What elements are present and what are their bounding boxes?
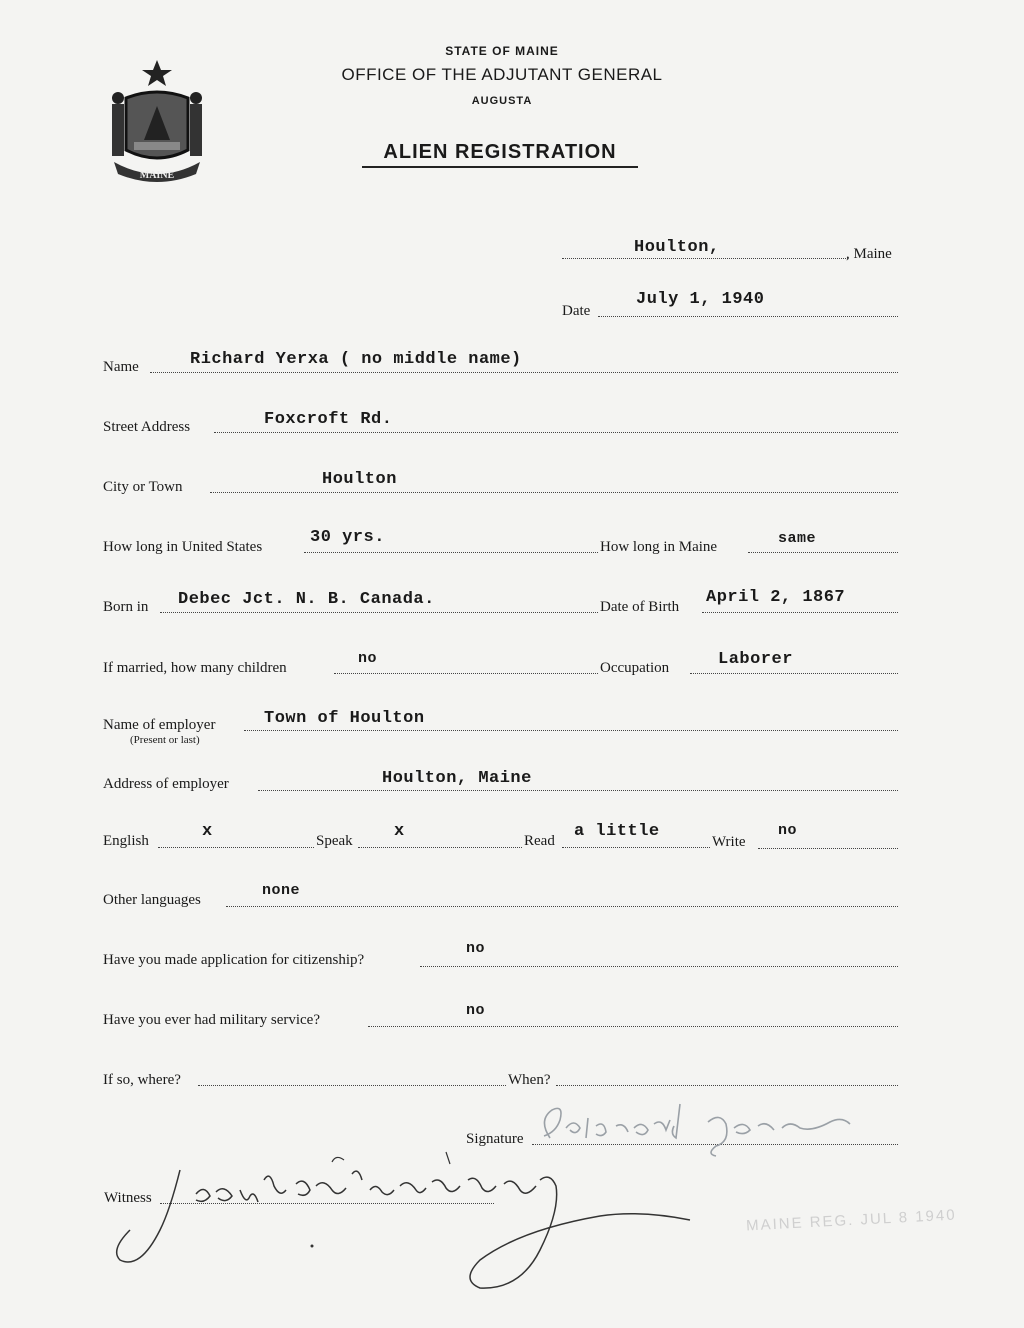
date-label: Date	[562, 303, 591, 319]
when-line	[556, 1085, 898, 1086]
maine-duration-value: same	[778, 530, 817, 547]
other-languages-line	[226, 906, 898, 907]
date-line	[598, 316, 898, 317]
us-duration-line	[304, 552, 598, 553]
english-line	[158, 847, 314, 848]
write-line	[758, 848, 898, 849]
received-stamp: MAINE REG. JUL 8 1940	[745, 1206, 957, 1235]
town-value: Houlton,	[634, 238, 720, 257]
state-heading: STATE OF MAINE	[445, 44, 559, 58]
speak-line	[358, 847, 522, 848]
date-value: July 1, 1940	[636, 290, 765, 309]
speak-label: Speak	[316, 833, 353, 849]
us-duration-value: 30 yrs.	[310, 528, 385, 547]
other-languages-label: Other languages	[103, 892, 201, 908]
where-label: If so, where?	[103, 1072, 181, 1088]
children-line	[334, 673, 598, 674]
signature-label: Signature	[466, 1131, 524, 1147]
street-value: Foxcroft Rd.	[264, 410, 393, 429]
other-languages-value: none	[262, 882, 301, 899]
children-value: no	[358, 650, 378, 667]
dob-value: April 2, 1867	[706, 588, 846, 607]
dob-label: Date of Birth	[600, 599, 680, 615]
citizenship-line	[420, 966, 898, 967]
when-label: When?	[508, 1072, 551, 1088]
employer-value: Town of Houlton	[264, 709, 425, 728]
name-line	[150, 372, 898, 373]
street-label: Street Address	[103, 419, 191, 435]
svg-text:MAINE: MAINE	[139, 170, 175, 181]
employer-line	[244, 730, 898, 731]
city-label: City or Town	[103, 479, 183, 495]
name-label: Name	[103, 359, 139, 375]
citizenship-label: Have you made application for citizenship?	[103, 952, 365, 968]
witness-label: Witness	[104, 1190, 152, 1206]
where-line	[198, 1085, 506, 1086]
employer-sublabel: (Present or last)	[130, 734, 200, 746]
write-label: Write	[712, 834, 746, 850]
read-label: Read	[524, 833, 555, 849]
employer-address-value: Houlton, Maine	[382, 769, 532, 788]
city-heading: AUGUSTA	[471, 95, 533, 107]
citizenship-value: no	[466, 940, 486, 957]
children-label: If married, how many children	[103, 660, 287, 676]
occupation-label: Occupation	[600, 660, 670, 676]
employer-label: Name of employer	[103, 717, 216, 733]
maine-duration-line	[748, 552, 898, 553]
occupation-line	[690, 673, 898, 674]
read-value: a little	[574, 822, 660, 841]
city-value: Houlton	[322, 470, 397, 489]
born-value: Debec Jct. N. B. Canada.	[178, 590, 435, 609]
town-line	[562, 258, 848, 259]
form-title: ALIEN REGISTRATION	[362, 141, 638, 168]
office-heading: OFFICE OF THE ADJUTANT GENERAL	[341, 65, 663, 84]
military-label: Have you ever had military service?	[103, 1012, 320, 1028]
write-value: no	[778, 822, 798, 839]
read-line	[562, 847, 710, 848]
military-line	[368, 1026, 898, 1027]
english-label: English	[103, 833, 149, 849]
street-line	[214, 432, 898, 433]
speak-value: x	[394, 822, 405, 841]
city-line	[210, 492, 898, 493]
dob-line	[702, 612, 898, 613]
maine-duration-label: How long in Maine	[600, 539, 718, 555]
witness-signature	[100, 1150, 700, 1300]
maine-label: , Maine	[846, 246, 892, 262]
military-value: no	[466, 1002, 486, 1019]
employer-address-label: Address of employer	[103, 776, 229, 792]
employer-address-line	[258, 790, 898, 791]
occupation-value: Laborer	[718, 650, 793, 669]
english-value: x	[202, 822, 213, 841]
us-duration-label: How long in United States	[103, 539, 263, 555]
name-value: Richard Yerxa ( no middle name)	[190, 350, 522, 369]
born-line	[160, 612, 598, 613]
born-label: Born in	[103, 599, 149, 615]
